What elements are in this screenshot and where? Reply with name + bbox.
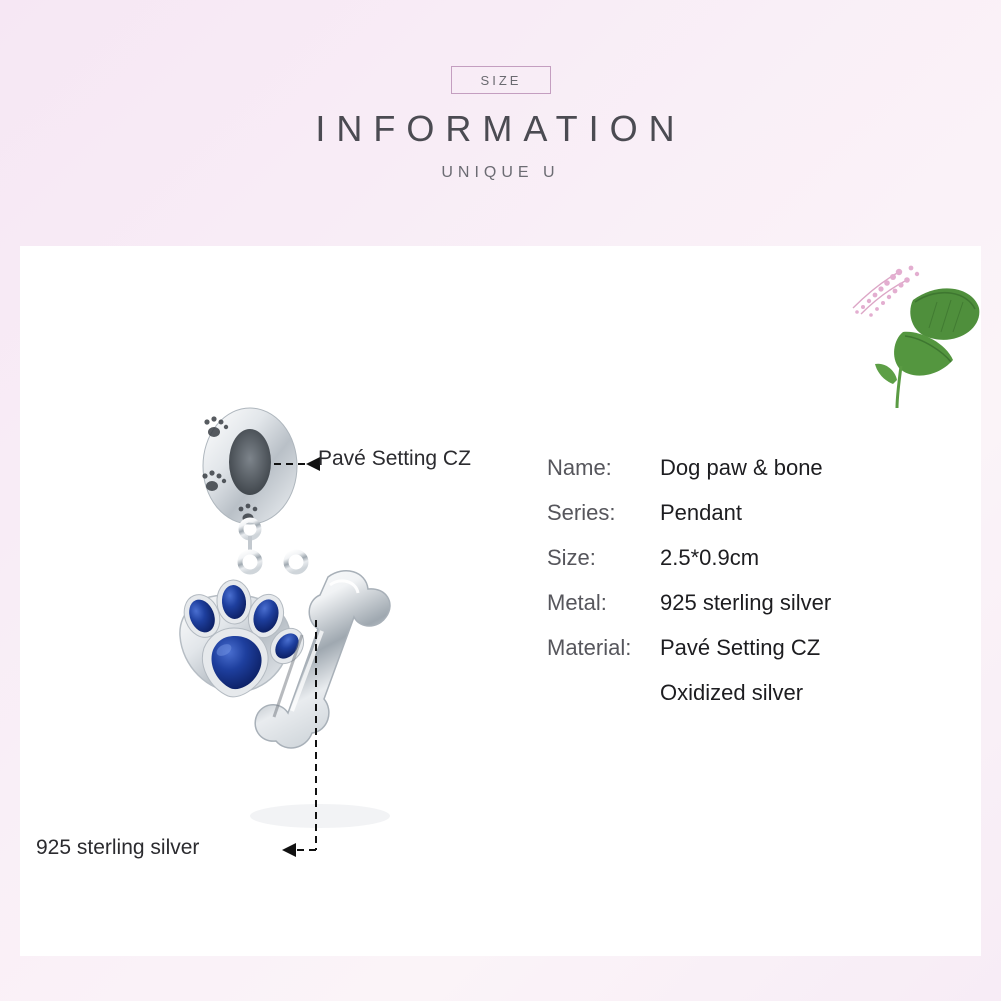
size-badge [451,66,551,94]
leaf-flower-icon [841,256,981,416]
spec-value-name: Dog paw & bone [660,455,823,480]
spec-row-material [547,635,947,661]
spec-value-size: 2.5*0.9cm [660,545,760,570]
callout-bottom-leader-line [276,610,336,860]
callout-top-leader-line [270,452,322,476]
callout-pave-setting: Pavé Setting CZ [318,447,471,470]
page-subtitle: UNIQUE U [441,164,560,181]
spec-label-metal: Metal: [547,590,607,615]
spec-value-material: Pavé Setting CZ [660,635,821,660]
spec-label-size: Size: [547,545,596,570]
spec-row-series [547,500,947,526]
spec-label-material: Material: [547,635,632,660]
spec-value-material-extra: Oxidized silver [660,680,804,705]
spec-value-metal: 925 sterling silver [660,590,832,615]
spec-row-size [547,545,947,571]
header [0,0,1001,246]
spec-row-name [547,455,947,481]
size-badge-label: SIZE [480,72,522,88]
callout-sterling-silver: 925 sterling silver [36,836,200,859]
specs-list [547,455,947,706]
spec-row-metal [547,590,947,616]
spec-label-name: Name: [547,455,612,480]
spec-value-series: Pendant [660,500,742,525]
spec-label-series: Series: [547,500,616,525]
page-title: INFORMATION [315,108,686,149]
